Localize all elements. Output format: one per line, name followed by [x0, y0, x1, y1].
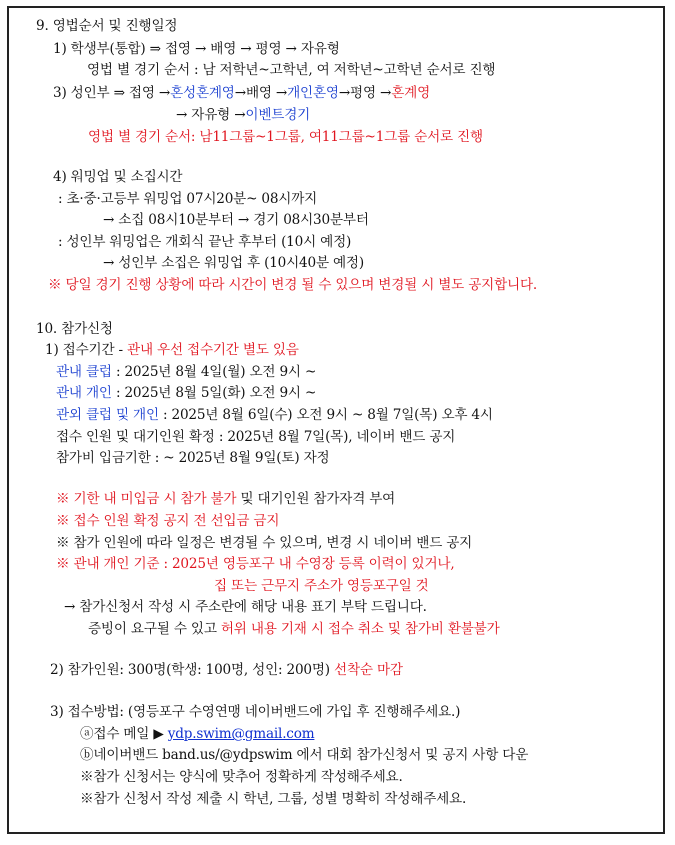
- note-local-criteria: [56, 555, 454, 573]
- false-info-warning: 허위 내용 기재 시 접수 취소 및 참가비 환불불가: [220, 621, 500, 637]
- address-instruction: → 참가신청서 작성 시 주소란에 해당 내용 표기 부탁 드립니다.: [64, 599, 427, 615]
- local-criteria: 관내 개인 기준 : 2025년 영등포구 내 수영장 등록 이력이 있거나,: [73, 556, 455, 572]
- priority-period-note: 관내 우선 접수기간 별도 있음: [127, 342, 299, 358]
- section-10-title: 10. 참가신청: [36, 321, 113, 337]
- event-race: 이벤트경기: [245, 107, 311, 123]
- adult-stroke-order-note: 영법 별 경기 순서: 남11그룹~1그룹, 여11그룹~1그룹 순서로 진행: [88, 129, 483, 145]
- student-event-order: 1) 학생부(통합) ⇒ 접영 → 배영 → 평영 → 자유형: [53, 41, 340, 57]
- outside-label: 관외 클럽 및 개인: [56, 407, 159, 423]
- fee-deadline: 참가비 입금기한 : ~ 2025년 8월 9일(토) 자정: [56, 450, 330, 466]
- note-schedule-change: ※ 참가 인원에 따라 일정은 변경될 수 있으며, 변경 시 네이버 밴드 공지: [56, 535, 473, 551]
- note-mark: ※: [56, 491, 74, 507]
- local-individual-period: [56, 384, 316, 402]
- individual-medley: 개인혼영: [287, 85, 339, 101]
- proof-warning: [88, 620, 500, 638]
- proof-note: 증빙이 요구될 수 있고: [88, 621, 221, 637]
- local-club-date: : 2025년 8월 4일(월) 오전 9시 ~: [111, 364, 317, 380]
- section-9-title: 9. 영법순서 및 진행일정: [36, 18, 178, 34]
- band-method: ⓑ네이버밴드 band.us/@ydpswim 에서 대회 참가신청서 및 공지 사항 다운: [80, 747, 529, 763]
- waitlist-note: 및 대기인원 참가자격 부여: [236, 491, 396, 507]
- note-unpaid: [56, 490, 395, 508]
- warmup-heading: 4) 워밍업 및 소집시간: [53, 169, 183, 185]
- adult-warmup-time: : 성인부 워밍업은 개회식 끝난 후부터 (10시 예정): [58, 234, 352, 250]
- adult-call-time: → 성인부 소집은 워밍업 후 (10시40분 예정): [103, 255, 364, 271]
- student-stroke-order-note: 영법 별 경기 순서 : 남 저학년~고학년, 여 저학년~고학년 순서로 진행: [87, 62, 496, 78]
- adult-order-part: 3) 성인부 ⇒ 접영 →: [53, 85, 171, 101]
- application-method: 3) 접수방법: (영등포구 수영연맹 네이버밴드에 가입 후 진행해주세요.): [50, 704, 461, 720]
- outside-period: [56, 406, 493, 424]
- adult-event-order-cont: [176, 106, 310, 124]
- email-link[interactable]: ydp.swim@gmail.com: [167, 726, 315, 742]
- adult-event-order: [53, 84, 430, 102]
- first-come-note: 선착순 마감: [334, 662, 403, 678]
- adult-order-part: → 자유형 →: [176, 107, 246, 123]
- form-accuracy-note: ※참가 신청서는 양식에 맞추어 정확하게 작성해주세요.: [80, 769, 403, 785]
- prepay-warning: 접수 인원 확정 공지 전 선입금 금지: [73, 513, 280, 529]
- local-individual-label: 관내 개인: [56, 385, 112, 401]
- participant-count-text: 2) 참가인원: 300명(학생: 100명, 성인: 200명): [50, 662, 335, 678]
- registration-period-heading: [45, 341, 299, 359]
- form-fields-note: ※참가 신청서 작성 제출 시 학년, 그룹, 성별 명확히 작성해주세요.: [80, 791, 467, 807]
- email-method: [80, 725, 314, 743]
- adult-order-part: →배영 →: [234, 85, 288, 101]
- medley-relay: 혼계영: [391, 85, 431, 101]
- note-mark: ※: [56, 513, 74, 529]
- student-call-time: → 소집 08시10분부터 → 경기 08시30분부터: [103, 212, 369, 228]
- participant-count: [50, 661, 403, 679]
- mixed-medley-relay: 혼성혼계영: [170, 85, 235, 101]
- local-criteria-cont: 집 또는 근무지 주소가 영등포구일 것: [214, 578, 429, 594]
- outside-date: : 2025년 8월 6일(수) 오전 9시 ~ 8월 7일(목) 오후 4시: [158, 407, 493, 423]
- registration-period-label: 1) 접수기간 -: [45, 342, 128, 358]
- unpaid-warning: 기한 내 미입금 시 참가 불가: [73, 491, 237, 507]
- email-label: ⓐ접수 메일 ▶: [80, 726, 168, 742]
- note-mark: ※: [56, 556, 74, 572]
- confirmation-date: 접수 인원 및 대기인원 확정 : 2025년 8월 7일(목), 네이버 밴드 공지: [56, 429, 456, 445]
- student-warmup-time: : 초·중·고등부 워밍업 07시20분~ 08시까지: [58, 191, 318, 207]
- note-prepay: [56, 512, 279, 530]
- schedule-change-notice: ※ 당일 경기 진행 상황에 따라 시간이 변경 될 수 있으며 변경될 시 별도 공지합니다.: [48, 277, 538, 293]
- local-club-period: [56, 363, 316, 381]
- local-individual-date: : 2025년 8월 5일(화) 오전 9시 ~: [111, 385, 317, 401]
- adult-order-part: →평영 →: [338, 85, 392, 101]
- local-club-label: 관내 클럽: [56, 364, 112, 380]
